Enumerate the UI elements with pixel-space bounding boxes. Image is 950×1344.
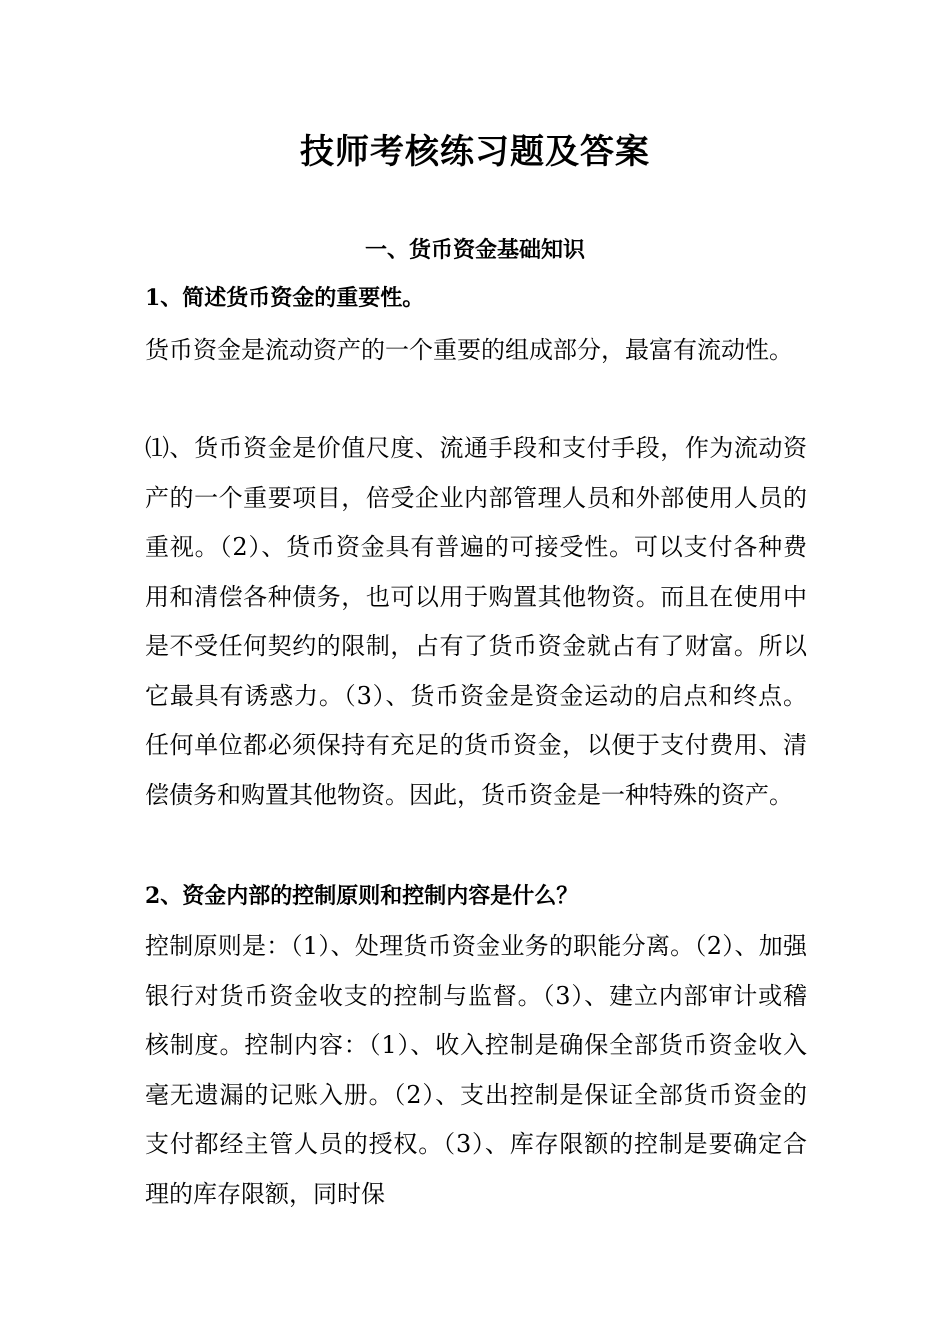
answer-paragraph-1: 货币资金是流动资产的一个重要的组成部分，最富有流动性。 <box>145 336 793 364</box>
section-heading: 一、货币资金基础知识 <box>364 237 585 263</box>
answer-paragraph-2: ⑴、货币资金是价值尺度、流通手段和支付手段，作为流动资产的一个重要项目，倍受企业内部管理人员和外部使用人员的重视。（2）、货币资金具有普遍的可接受性。可以支付各种费用和清偿各种债务，也可以用于购置其他物资。而且在使用中是不受任何契约的限制，占有了货币资金就占有了财富。所以它最具有诱惑力。（3）、货币资金是资金运动的启点和终点。任何单位都必须保持有充足的货币资金，以便于支付费用、清偿债务和购置其他物资。因此，货币资金是一种特殊的资产。 <box>145 434 807 809</box>
answer-paragraph-3: 控制原则是：（1）、处理货币资金业务的职能分离。（2）、加强银行对货币资金收支的控制与监督。（3）、建立内部审计或稽核制度。控制内容：（1）、收入控制是确保全部货币资金收入毫无遗漏的记账入册。（2）、支出控制是保证全部货币资金的支付都经主管人员的授权。（3）、库存限额的控制是要确定合理的库存限额，同时保 <box>145 932 807 1208</box>
question-heading-2: 2、资金内部的控制原则和控制内容是什么？ <box>145 883 579 909</box>
document-title: 技师考核练习题及答案 <box>300 132 650 172</box>
question-heading-1: 1、简述货币资金的重要性。 <box>145 285 425 311</box>
